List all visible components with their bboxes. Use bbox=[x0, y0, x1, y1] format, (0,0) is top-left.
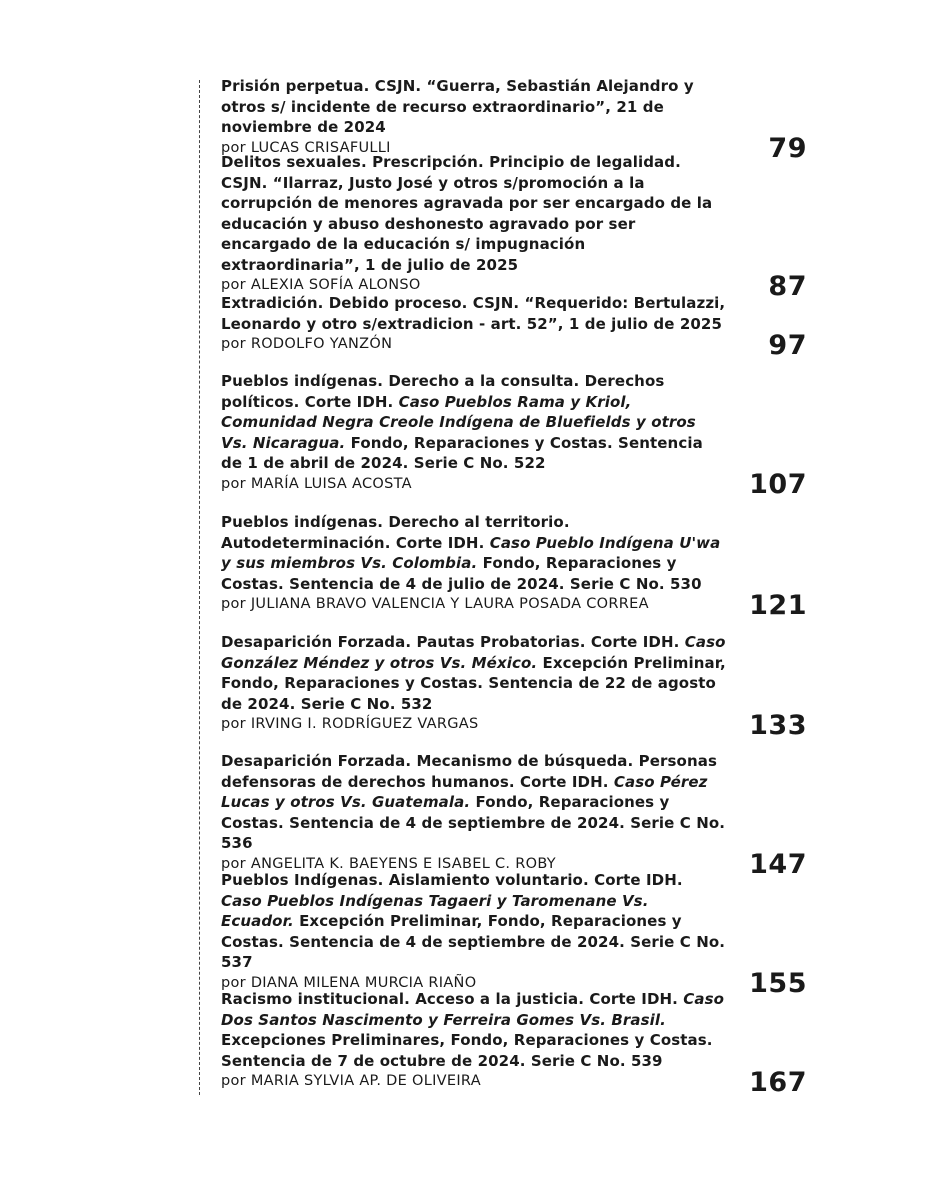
toc-entry-page-number: 97 bbox=[768, 329, 807, 361]
toc-entry-page-number: 121 bbox=[749, 589, 807, 621]
toc-entry-author: por ANGELITA K. BAEYENS E ISABEL C. ROBY bbox=[221, 855, 556, 872]
title-segment: Desaparición Forzada. Pautas Probatorias. Corte IDH. bbox=[221, 633, 685, 651]
toc-entry[interactable] bbox=[221, 512, 821, 621]
toc-entry-text bbox=[221, 76, 726, 158]
title-segment: Extradición. Debido proceso. CSJN. “Requerido: Bertulazzi, Leonardo y otro s/extradicion - art. 52”, 1 de julio de 2025 bbox=[221, 294, 726, 333]
title-segment-italic: Caso Pueblos Rama y Kriol, Comunidad Negra Creole Indígena de Bluefields y otros Vs. Nicaragua. bbox=[221, 392, 696, 452]
toc-entry-title bbox=[221, 632, 726, 714]
title-segment: Excepciones Preliminares, Fondo, Reparaciones y Costas. Sentencia de 7 de octubre de 2024. Serie C No. 539 bbox=[221, 1031, 713, 1070]
toc-entry-page-number: 155 bbox=[749, 968, 807, 999]
toc-entry-text bbox=[221, 371, 726, 494]
title-segment-italic: Caso Pueblos Indígenas Tagaeri y Taromenane Vs. Ecuador. bbox=[221, 891, 649, 930]
toc-entry-page-number: 133 bbox=[749, 709, 807, 741]
toc-entry-page-number: 87 bbox=[768, 270, 807, 302]
toc-entry-text bbox=[221, 632, 726, 735]
toc-entry[interactable] bbox=[221, 293, 821, 361]
toc-entry-title bbox=[221, 751, 726, 854]
toc-entry-title bbox=[221, 152, 726, 275]
toc-entry-text bbox=[221, 870, 726, 993]
toc-entry-author: por IRVING I. RODRÍGUEZ VARGAS bbox=[221, 716, 479, 732]
title-segment: Fondo, Reparaciones y Costas. Sentencia de 4 de julio de 2024. Serie C No. 530 bbox=[221, 554, 702, 593]
toc-entry-author: por RODOLFO YANZÓN bbox=[221, 336, 393, 352]
title-segment: Fondo, Reparaciones y Costas. Sentencia de 1 de abril de 2024. Serie C No. 522 bbox=[221, 433, 703, 472]
title-segment-italic: Caso Dos Santos Nascimento y Ferreira Gomes Vs. Brasil. bbox=[221, 990, 725, 1029]
toc-entry-title bbox=[221, 293, 726, 334]
toc-entry-text bbox=[221, 512, 726, 615]
title-segment: Excepción Preliminar, Fondo, Reparaciones y Costas. Sentencia de 4 de septiembre de 2024. Serie C No. 537 bbox=[221, 912, 726, 971]
dotted-margin-rule bbox=[199, 80, 200, 1095]
title-segment: Delitos sexuales. Prescripción. Principio de legalidad. CSJN. “Ilarraz, Justo José y otros s/promoción a la corrupción de menores agravada por ser encargado de la educación y abuso deshonesto agravado por ser encargado de la educación s/ impugnación extraordinaria”, 1 de julio de 2025 bbox=[221, 153, 713, 274]
toc-entry-author: por ALEXIA SOFÍA ALONSO bbox=[221, 277, 421, 293]
toc-entry-author: por DIANA MILENA MURCIA RIAÑO bbox=[221, 974, 477, 991]
toc-entry-title bbox=[221, 989, 726, 1071]
toc-entry[interactable] bbox=[221, 76, 821, 164]
toc-entry[interactable] bbox=[221, 371, 821, 500]
toc-entry-page-number: 107 bbox=[749, 469, 807, 500]
toc-entry[interactable] bbox=[221, 152, 821, 302]
toc-entry[interactable] bbox=[221, 989, 821, 1098]
toc-entry-title bbox=[221, 870, 726, 973]
toc-entry-text bbox=[221, 751, 726, 874]
toc-entry-title bbox=[221, 76, 726, 138]
title-segment-italic: Caso Pérez Lucas y otros Vs. Guatemala. bbox=[221, 772, 708, 811]
toc-entry-author: por LUCAS CRISAFULLI bbox=[221, 139, 391, 156]
title-segment: Prisión perpetua. CSJN. “Guerra, Sebastián Alejandro y otros s/ incidente de recurso extraordinario”, 21 de noviembre de 2024 bbox=[221, 77, 694, 136]
toc-entry-text bbox=[221, 152, 726, 296]
title-segment: Pueblos Indígenas. Aislamiento voluntario. Corte IDH. bbox=[221, 871, 683, 889]
toc-entry-author: por JULIANA BRAVO VALENCIA Y LAURA POSADA CORREA bbox=[221, 596, 649, 612]
title-segment: Racismo institucional. Acceso a la justicia. Corte IDH. bbox=[221, 990, 684, 1008]
title-segment: Pueblos indígenas. Derecho a la consulta. Derechos políticos. Corte IDH. bbox=[221, 372, 665, 411]
title-segment: Fondo, Reparaciones y Costas. Sentencia de 4 de septiembre de 2024. Serie C No. 536 bbox=[221, 793, 726, 852]
toc-entry[interactable] bbox=[221, 632, 821, 741]
toc-entry-text bbox=[221, 989, 726, 1092]
title-segment-italic: Caso Pueblo Indígena U'wa y sus miembros Vs. Colombia. bbox=[221, 533, 721, 572]
title-segment: Excepción Preliminar, Fondo, Reparaciones y Costas. Sentencia de 22 de agosto de 2024. Serie C No. 532 bbox=[221, 653, 726, 713]
toc-entry-page-number: 167 bbox=[749, 1066, 807, 1098]
toc-entry-title bbox=[221, 512, 726, 594]
toc-entry-page-number: 79 bbox=[768, 133, 807, 164]
toc-entry-title bbox=[221, 371, 726, 474]
toc-entry-author: por MARIA SYLVIA AP. DE OLIVEIRA bbox=[221, 1073, 481, 1089]
toc-entry-author: por MARÍA LUISA ACOSTA bbox=[221, 475, 412, 492]
title-segment: Pueblos indígenas. Derecho al territorio. Autodeterminación. Corte IDH. bbox=[221, 513, 570, 552]
toc-entry-page-number: 147 bbox=[749, 849, 807, 880]
toc-entry-text bbox=[221, 293, 726, 355]
title-segment: Desaparición Forzada. Mecanismo de búsqueda. Personas defensoras de derechos humanos. Corte IDH. bbox=[221, 752, 717, 791]
title-segment-italic: Caso González Méndez y otros Vs. México. bbox=[221, 633, 726, 672]
